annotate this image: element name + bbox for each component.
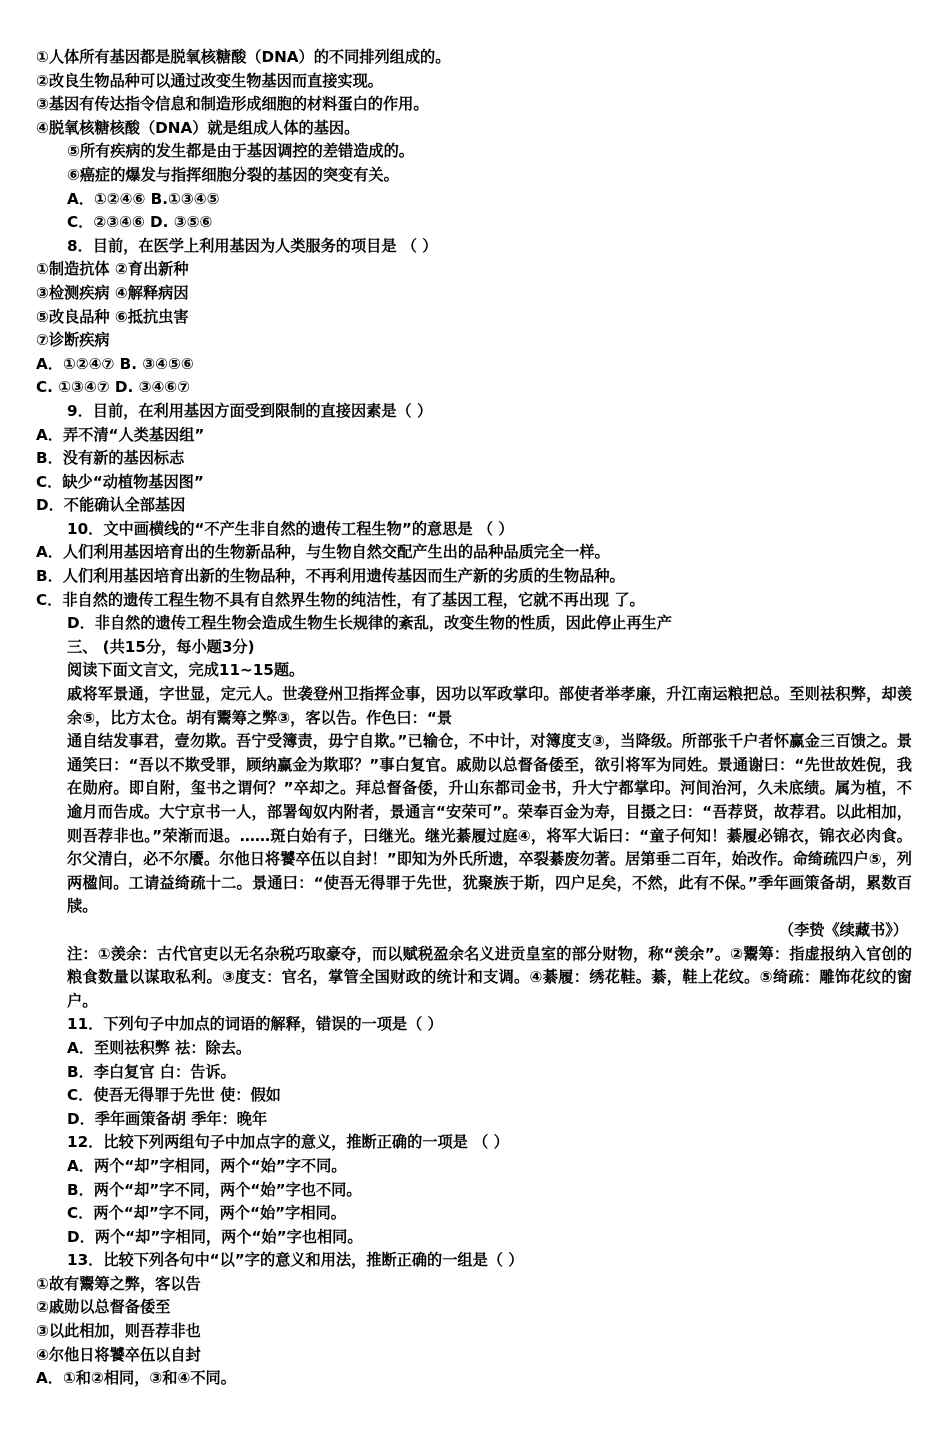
text-line: C．两个“却”字不同，两个“始”字相同。 xyxy=(67,1204,346,1223)
text-line: ⑦诊断疾病 xyxy=(36,331,110,350)
text-line: D．季年画策备胡 季年：晚年 xyxy=(67,1109,268,1128)
text-line: 9．目前，在利用基因方面受到限制的直接因素是（ ） xyxy=(67,401,433,420)
text-line: B．两个“却”字不同，两个“始”字也不同。 xyxy=(67,1180,362,1199)
text-line: ②戚勋以总督备倭至 xyxy=(36,1298,171,1317)
text-line: ⑤改良品种 ⑥抵抗虫害 xyxy=(36,307,189,326)
text-line: C．使吾无得罪于先世 使：假如 xyxy=(67,1086,281,1105)
text-line: A．两个“却”字相同，两个“始”字不同。 xyxy=(67,1156,347,1175)
passage-body: 通自结发事君，壹勿欺。吾宁受簿责，毋宁自欺。”已输仓，不中计，对簿度支③，当降级。所部张千户者怀赢金三百馈之。景通笑曰：“吾以不欺受罪，顾纳赢金为欺耶？”事白复官。戚勋以总督备倭至，欲引将军为同姓。景通谢曰：“先世故姓倪，我在勋府。即自附，玺书之谓何？”卒却之。拜总督备倭，升山东都司金书，升大宁都掌印。河间治河，久未底绩。属为植，不逾月而告成。大宁京书一人，部署匈奴内附者，景通言“安荣可”。荣奉百金为寿，目摄之曰：“吾荐贤，故荐君。以此相加，则吾荐非也。”荣渐而退。……斑白始有子，曰继光。继光綦履过庭④，将军大诟曰：“童子何知！綦履必锦衣，锦衣必肉食。尔父清白，必不尔餍。尔他日将饕卒伍以自封！”即知为外氏所遗，卒裂綦废勿著。居第垂二百年，始改作。命绮疏四户⑤，列两楹间。工请益绮疏十二。景通曰：“使吾无得罪于先世，犹聚族于斯，四户足矣，不然，此有不保。”季年画策备胡，累数百牍。 xyxy=(67,732,912,916)
text-line: ④脱氧核糖核酸（DNA）就是组成人体的基因。 xyxy=(36,118,360,137)
text-line: ①人体所有基因都是脱氧核糖酸（DNA）的不同排列组成的。 xyxy=(36,48,451,66)
text-line: B．人们利用基因培育出新的生物品种，不再利用遗传基因而生产新的劣质的生物品种。 xyxy=(36,567,625,586)
text-line: 阅读下面文言文，完成11~15题。 xyxy=(67,661,305,680)
text-line: A．人们利用基因培育出的生物新品种，与生物自然交配产生出的品种品质完全一样。 xyxy=(36,543,610,562)
question-lines-2 xyxy=(36,1013,912,1391)
text-line: ①制造抗体 ②育出新种 xyxy=(36,260,189,279)
text-line: ⑤所有疾病的发生都是由于基因调控的差错造成的。 xyxy=(67,142,414,161)
text-line: A．①和②相同，③和④不同。 xyxy=(36,1369,236,1388)
question-lines-1 xyxy=(36,46,912,683)
text-line: A．弄不清“人类基因组” xyxy=(36,425,205,444)
text-line: A．至则祛积弊 祛：除去。 xyxy=(67,1038,252,1057)
passage-first-line: 戚将军景通，字世显，定元人。世袭登州卫指挥佥事，因功以军政掌印。部使者举孝廉，升江南运粮把总。至则祛积弊，却羡余⑤，比方太仓。胡有鬻筹之弊③，客以告。作色曰：“景 xyxy=(67,685,912,727)
text-line: 12．比较下列两组句子中加点字的意义，推断正确的一项是 （ ） xyxy=(67,1133,509,1152)
text-line: C．②③④⑥ D. ③⑤⑥ xyxy=(67,213,213,232)
text-line: 13．比较下列各句中“以”字的意义和用法，推断正确的一组是（ ） xyxy=(67,1251,524,1270)
text-line: 8．目前，在医学上利用基因为人类服务的项目是 （ ） xyxy=(67,236,438,255)
text-line: D．非自然的遗传工程生物会造成生物生长规律的紊乱，改变生物的性质，因此停止再生产 xyxy=(67,614,672,633)
text-line: ③以此相加，则吾荐非也 xyxy=(36,1322,201,1341)
text-line: ②改良生物品种可以通过改变生物基因而直接实现。 xyxy=(36,71,383,90)
text-line: C．非自然的遗传工程生物不具有自然界生物的纯洁性，有了基因工程，它就不再出现 了。 xyxy=(36,590,645,609)
text-line: A．①②④⑥ B.①③④⑤ xyxy=(67,189,220,208)
text-line: ③检测疾病 ④解释病因 xyxy=(36,283,189,302)
document-body xyxy=(36,46,912,1391)
text-line: D．不能确认全部基因 xyxy=(36,496,186,515)
text-line: 三、 (共15分，每小题3分) xyxy=(67,637,255,656)
text-line: ③基因有传达指令信息和制造形成细胞的材料蛋白的作用。 xyxy=(36,95,429,114)
text-line: 10．文中画横线的“不产生非自然的遗传工程生物”的意思是 （ ） xyxy=(67,519,514,538)
text-line: ⑥癌症的爆发与指挥细胞分裂的基因的突变有关。 xyxy=(67,165,399,184)
text-line: D．两个“却”字相同，两个“始”字也相同。 xyxy=(67,1227,363,1246)
text-line: ①故有鬻筹之弊，客以告 xyxy=(36,1274,201,1293)
text-line: C．缺少“动植物基因图” xyxy=(36,472,204,491)
passage-notes: 注：①羡余：古代官吏以无名杂税巧取豪夺，而以赋税盈余名义进贡皇室的部分财物，称“羡余”。②鬻筹：指虚报纳入官创的粮食数量以谋取私利。③度支：官名，掌管全国财政的统计和支调。④綦履：绣花鞋。綦，鞋上花纹。⑤绮疏：雕饰花纹的窗户。 xyxy=(67,944,912,1010)
text-line: B．没有新的基因标志 xyxy=(36,449,185,468)
passage-source: （李贽《续藏书》） xyxy=(778,920,908,939)
text-line: 11．下列句子中加点的词语的解释，错误的一项是（ ） xyxy=(67,1015,443,1034)
text-line: B．李白复官 白：告诉。 xyxy=(67,1062,236,1081)
text-line: C. ①③④⑦ D. ③④⑥⑦ xyxy=(36,378,191,397)
text-line: ④尔他日将饕卒伍以自封 xyxy=(36,1345,201,1364)
text-line: A．①②④⑦ B. ③④⑤⑥ xyxy=(36,354,194,373)
